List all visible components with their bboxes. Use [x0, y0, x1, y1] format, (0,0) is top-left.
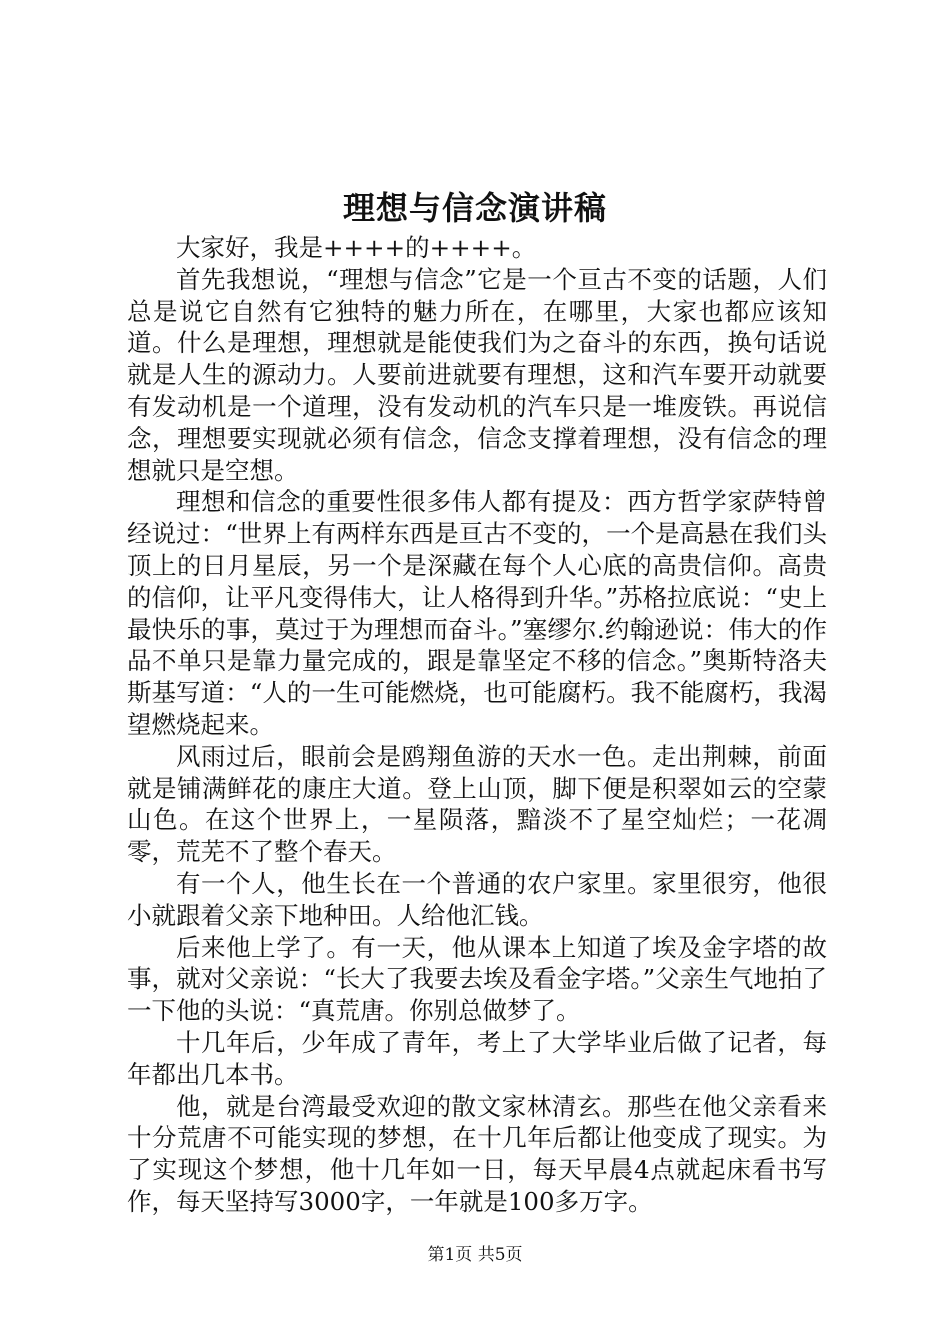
paragraph: 风雨过后，眼前会是鸥翔鱼游的天水一色。走出荆棘，前面就是铺满鲜花的康庄大道。登上山顶，脚下便是积翠如云的空蒙山色。在这个世界上，一星陨落，黯淡不了星空灿烂；一花凋零，荒芜不了整个春天。 [127, 741, 827, 867]
paragraph: 后来他上学了。有一天，他从课本上知道了埃及金字塔的故事，就对父亲说：“长大了我要去埃及看金字塔。”父亲生气地拍了一下他的头说：“真荒唐。你别总做梦了。 [127, 932, 827, 1026]
paragraph: 有一个人，他生长在一个普通的农户家里。家里很穷，他很小就跟着父亲下地种田。人给他汇钱。 [127, 868, 827, 930]
paragraph: 大家好，我是++++的++++。 [176, 233, 537, 262]
paragraph: 他，就是台湾最受欢迎的散文家林清玄。那些在他父亲看来十分荒唐不可能实现的梦想，在十几年后都让他变成了现实。为了实现这个梦想，他十几年如一日，每天早晨4点就起床看书写作，每天坚持写3000字，一年就是100多万字。 [127, 1091, 827, 1216]
paragraph: 理想和信念的重要性很多伟人都有提及：西方哲学家萨特曾经说过：“世界上有两样东西是亘古不变的，一个是高悬在我们头顶上的日月星辰，另一个是深藏在每个人心底的高贵信仰。高贵的信仰，让平凡变得伟大，让人格得到升华。”苏格拉底说：“史上最快乐的事，莫过于为理想而奋斗。”塞缪尔.约翰逊说：伟大的作品不单只是靠力量完成的，跟是靠坚定不移的信念。”奥斯特洛夫斯基写道：“人的一生可能燃烧，也可能腐朽。我不能腐朽，我渴望燃烧起来。 [127, 487, 827, 739]
page-footer: 第1页 共5页 [427, 1245, 523, 1265]
document-title: 理想与信念演讲稿 [342, 189, 607, 227]
paragraph: 首先我想说，“理想与信念”它是一个亘古不变的话题，人们总是说它自然有它独特的魅力所在，在哪里，大家也都应该知道。什么是理想，理想就是能使我们为之奋斗的东西，换句话说就是人生的源动力。人要前进就要有理想，这和汽车要开动就要有发动机是一个道理，没有发动机的汽车只是一堆废铁。再说信念，理想要实现就必须有信念，信念支撑着理想，没有信念的理想就只是空想。 [127, 264, 827, 485]
document-body [127, 232, 827, 1218]
paragraph: 十几年后，少年成了青年，考上了大学毕业后做了记者，每年都出几本书。 [127, 1027, 827, 1089]
